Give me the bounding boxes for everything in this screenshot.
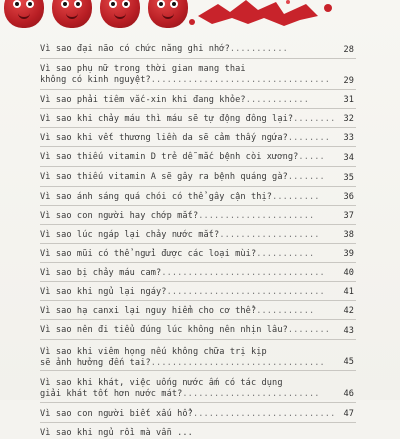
- toc-question: Vì sao đại não có chức năng ghi nhớ?: [40, 44, 230, 54]
- toc-leader-dots: ...................: [219, 230, 320, 240]
- toc-leader-dots: ........: [293, 114, 336, 124]
- toc-question: Vì sao mũi có thể ngửi được các loại mùi?: [40, 249, 257, 259]
- toc-question: Vì sao thiếu vitamin D trẻ dễ mắc bệnh còi xương?: [40, 152, 299, 162]
- toc-page-number: 40: [343, 268, 354, 278]
- toc-leader-dots: ...........: [229, 44, 288, 54]
- toc-entry[interactable]: [40, 403, 356, 423]
- toc-page-number: 38: [343, 230, 354, 240]
- toc-leader-dots: .................................: [150, 358, 325, 368]
- toc-page-number: 37: [343, 211, 354, 221]
- toc-question: Vì sao khi ngủ lại ngáy?: [40, 287, 167, 297]
- toc-question: Vì sao thiếu vitamin A sẽ gây ra bệnh quáng gà?: [40, 172, 288, 182]
- blood-cell-character-3: [100, 0, 140, 28]
- toc-question: Vì sao khi chảy máu thì máu sẽ tự động đông lại?: [40, 114, 294, 124]
- toc-question-line-1: Vì sao khi khát, việc uống nước ấm có tác dụng: [40, 378, 283, 388]
- toc-entry[interactable]: [40, 187, 356, 206]
- toc-entry[interactable]: [40, 40, 356, 59]
- toc-question-line-2: không có kinh nguyệt?: [40, 75, 151, 85]
- toc-entry[interactable]: [40, 225, 356, 244]
- toc-page-number: 36: [343, 192, 354, 202]
- toc-entry[interactable]: [40, 90, 356, 109]
- toc-question-line-2: sẽ ảnh hưởng đến tai?: [40, 358, 151, 368]
- toc-leader-dots: .......: [287, 172, 325, 182]
- toc-leader-dots: ..........................: [182, 389, 320, 399]
- toc-leader-dots: ...........: [256, 249, 315, 259]
- toc-leader-dots: ..................................: [150, 75, 331, 85]
- toc-entry[interactable]: [40, 109, 356, 128]
- toc-leader-dots: .....: [298, 152, 325, 162]
- toc-question: Vì sao khi vết thương liền da sẽ cảm thấy ngứa?: [40, 133, 288, 143]
- toc-question: Vì sao phải tiêm vắc-xin khi đang khỏe?: [40, 95, 246, 105]
- toc-page-number: 42: [343, 306, 354, 316]
- toc-entry[interactable]: [40, 423, 356, 437]
- toc-entry[interactable]: [40, 282, 356, 301]
- toc-entry[interactable]: [40, 263, 356, 282]
- toc-page-number: 35: [343, 173, 354, 183]
- toc-page-number: 33: [343, 133, 354, 143]
- table-of-contents: [40, 40, 356, 437]
- toc-question: Vì sao nên đi tiểu đúng lúc không nên nhịn lâu?: [40, 325, 288, 335]
- blood-cell-character-1: [4, 0, 44, 28]
- toc-page-number: 31: [343, 95, 354, 105]
- toc-page-number: 39: [343, 249, 354, 259]
- toc-question: Vì sao bị chảy máu cam?: [40, 268, 162, 278]
- toc-page-number: 41: [343, 287, 354, 297]
- toc-question-line-1: Vì sao phụ nữ trong thời gian mang thai: [40, 64, 246, 74]
- toc-question: Vì sao con người biết xấu hổ?: [40, 409, 193, 419]
- toc-leader-dots: ........: [287, 325, 331, 335]
- toc-page-number: 47: [343, 409, 354, 419]
- toc-entry[interactable]: [40, 320, 356, 340]
- toc-leader-dots: ........: [287, 133, 331, 143]
- toc-question: Vì sao con người hay chớp mắt?: [40, 211, 199, 221]
- blood-splash-icon: [188, 0, 338, 28]
- toc-entry[interactable]: [40, 206, 356, 225]
- toc-page-number: 45: [343, 357, 354, 367]
- toc-entry[interactable]: [40, 128, 356, 147]
- toc-page-number: 29: [343, 76, 354, 86]
- toc-question: Vì sao hạ canxi lại nguy hiểm cho cơ thể?: [40, 306, 257, 316]
- toc-entry[interactable]: [40, 59, 356, 90]
- toc-leader-dots: ...............................: [161, 268, 325, 278]
- toc-leader-dots: ......................: [198, 211, 315, 221]
- toc-question: Vì sao lúc ngáp lại chảy nước mắt?: [40, 230, 220, 240]
- toc-leader-dots: ............: [245, 95, 309, 105]
- toc-question: Vì sao ánh sáng quá chói có thể gây cận thị?: [40, 192, 273, 202]
- toc-question-line-2: giải khát tốt hơn nước mát?: [40, 389, 183, 399]
- toc-page-number: 28: [343, 45, 354, 55]
- toc-entry[interactable]: [40, 340, 356, 371]
- toc-leader-dots: ..............................: [166, 287, 325, 297]
- header-illustration: [0, 0, 400, 38]
- toc-page-number: 32: [343, 114, 354, 124]
- toc-entry[interactable]: [40, 301, 356, 320]
- toc-entry[interactable]: [40, 147, 356, 167]
- toc-leader-dots: ...........: [256, 306, 315, 316]
- toc-leader-dots: .........: [272, 192, 320, 202]
- toc-entry[interactable]: [40, 244, 356, 263]
- toc-question: Vì sao khi ngủ rồi mà vẫn ...: [40, 428, 193, 438]
- toc-leader-dots: ...........................: [192, 409, 336, 419]
- blood-cell-character-4: [148, 0, 188, 28]
- toc-page-number: 43: [343, 326, 354, 336]
- blood-cell-character-2: [52, 0, 92, 28]
- toc-entry[interactable]: [40, 371, 356, 403]
- toc-entry[interactable]: [40, 167, 356, 187]
- toc-question-line-1: Vì sao khi viêm họng nếu không chữa trị kịp: [40, 347, 267, 357]
- toc-page-number: 46: [343, 389, 354, 399]
- toc-page-number: 34: [343, 153, 354, 163]
